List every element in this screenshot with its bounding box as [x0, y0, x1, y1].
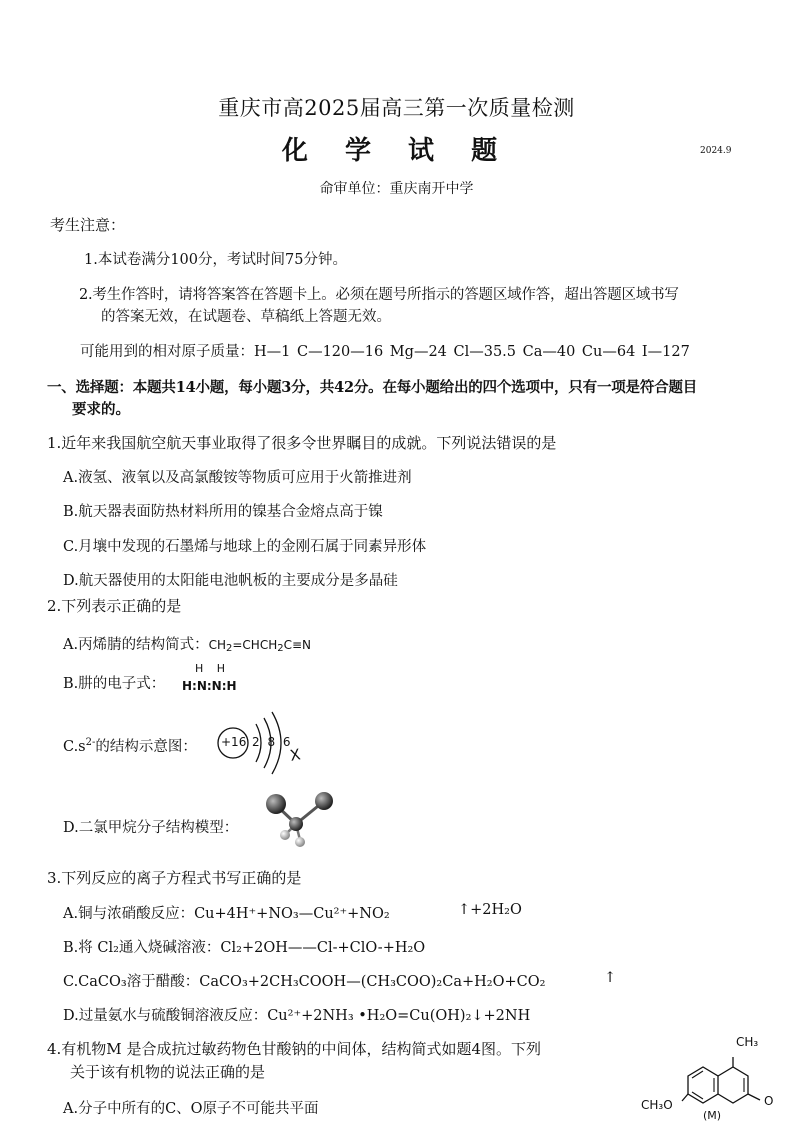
q2-option-c-label: $C.s^{2-}$的结构示意图： — [63, 737, 197, 755]
q2-option-d-label: D.二氯甲烷分子结构模型： — [63, 820, 239, 836]
q3-option-c: C.CaCO₃溶于醋酸：CaCO₃+2CH₃COOH—(CH₃COO)₂Ca+H₂O+CO₂ — [63, 974, 546, 990]
notice-heading: 考生注意： — [50, 216, 126, 234]
methyl-group-label: CH₃ — [736, 1035, 759, 1049]
nucleus-charge: +16 — [221, 735, 247, 749]
q4-option-a: A.分子中所有的C、O原子不可能共平面 — [63, 1101, 319, 1117]
notice-item-1: 1.本试卷满分100分，考试时间75分钟。 — [84, 252, 347, 268]
q2-stem: 2.下列表示正确的是 — [47, 597, 182, 615]
notice-item-2-cont: 的答案无效，在试题卷、草稿纸上答题无效。 — [101, 309, 391, 325]
atomic-masses: 可能用到的相对原子质量：H—1 C—120—16 Mg—24 Cl—35.5 Ca—40 Cu—64 I—127 — [80, 344, 690, 360]
section-1-heading: 一、选择题：本题共14小题，每小题3分，共42分。在每小题给出的四个选项中，只有一项是符合题目 — [47, 379, 698, 396]
structure-caption: (M) — [703, 1109, 722, 1122]
dichloromethane-model — [256, 790, 338, 850]
q4-stem: 4.有机物M 是合成抗过敏药物色甘酸钠的中间体，结构简式如题4图。下列 — [47, 1040, 541, 1058]
q2-option-b-label: B.肼的电子式： — [63, 676, 166, 692]
subject-title: 化 学 试 题 — [281, 136, 512, 166]
methoxy-group-label: CH₃O — [641, 1098, 673, 1112]
hydrogen-atom — [295, 837, 305, 847]
q1-option-d: D.航天器使用的太阳能电池帆板的主要成分是多晶硅 — [63, 573, 398, 589]
chlorine-atom — [266, 794, 286, 814]
q3-option-a: A.铜与浓硝酸反应：Cu+4H⁺+NO₃—Cu²⁺+NO₂ — [63, 906, 390, 922]
q3-option-c-tail: ↑ — [604, 970, 617, 986]
hydrogen-atom — [280, 830, 290, 840]
authoring-unit: 命审单位：重庆南开中学 — [319, 181, 474, 197]
q2-option-a-formula: $CH_2=CHCH_2C\equiv N$ — [208, 638, 312, 654]
q3-option-a-tail: ↑+2H₂O — [458, 902, 522, 918]
carbonyl-o-label: O — [764, 1094, 774, 1108]
q4-stem-cont: 关于该有机物的说法正确的是 — [70, 1063, 266, 1081]
q1-option-a: A.液氢、液氧以及高氯酸铵等物质可应用于火箭推进剂 — [63, 470, 412, 486]
hydrazine-top-h: H H — [195, 662, 231, 675]
electron-shells: 2 8 6 — [252, 735, 293, 749]
q3-option-b: B.将 Cl₂通入烧碱溶液：Cl₂+2OH——Cl-+ClO-+H₂O — [63, 940, 426, 956]
handwritten-mark: X — [288, 745, 302, 765]
section-1-heading-cont: 要求的。 — [72, 401, 130, 418]
q1-option-b: B.航天器表面防热材料所用的镍基合金熔点高于镍 — [63, 504, 383, 520]
exam-title: 重庆市高2025届高三第一次质量检测 — [218, 96, 575, 120]
q1-stem: 1.近年来我国航空航天事业取得了很多令世界瞩目的成就。下列说法错误的是 — [47, 434, 557, 452]
q3-stem: 3.下列反应的离子方程式书写正确的是 — [47, 869, 302, 887]
q2-option-a — [63, 633, 311, 654]
notice-item-2: 2.考生作答时，请将答案答在答题卡上。必须在题号所指示的答题区域作答，超出答题区域书写 — [79, 287, 679, 303]
chlorine-atom — [315, 792, 333, 810]
exam-date: 2024.9 — [700, 146, 732, 156]
hydrazine-electron-formula: H:N:N:H — [182, 679, 237, 693]
q1-option-c: C.月壤中发现的石墨烯与地球上的金刚石属于同素异形体 — [63, 539, 427, 555]
carbon-atom — [289, 817, 303, 831]
q2-option-a-label: A.丙烯腈的结构简式： — [63, 637, 209, 653]
q3-option-d: D.过量氨水与硫酸铜溶液反应：Cu²⁺+2NH₃ •H₂O=Cu(OH)₂↓+2NH — [63, 1008, 531, 1024]
molecule-m-structure — [680, 1050, 780, 1121]
